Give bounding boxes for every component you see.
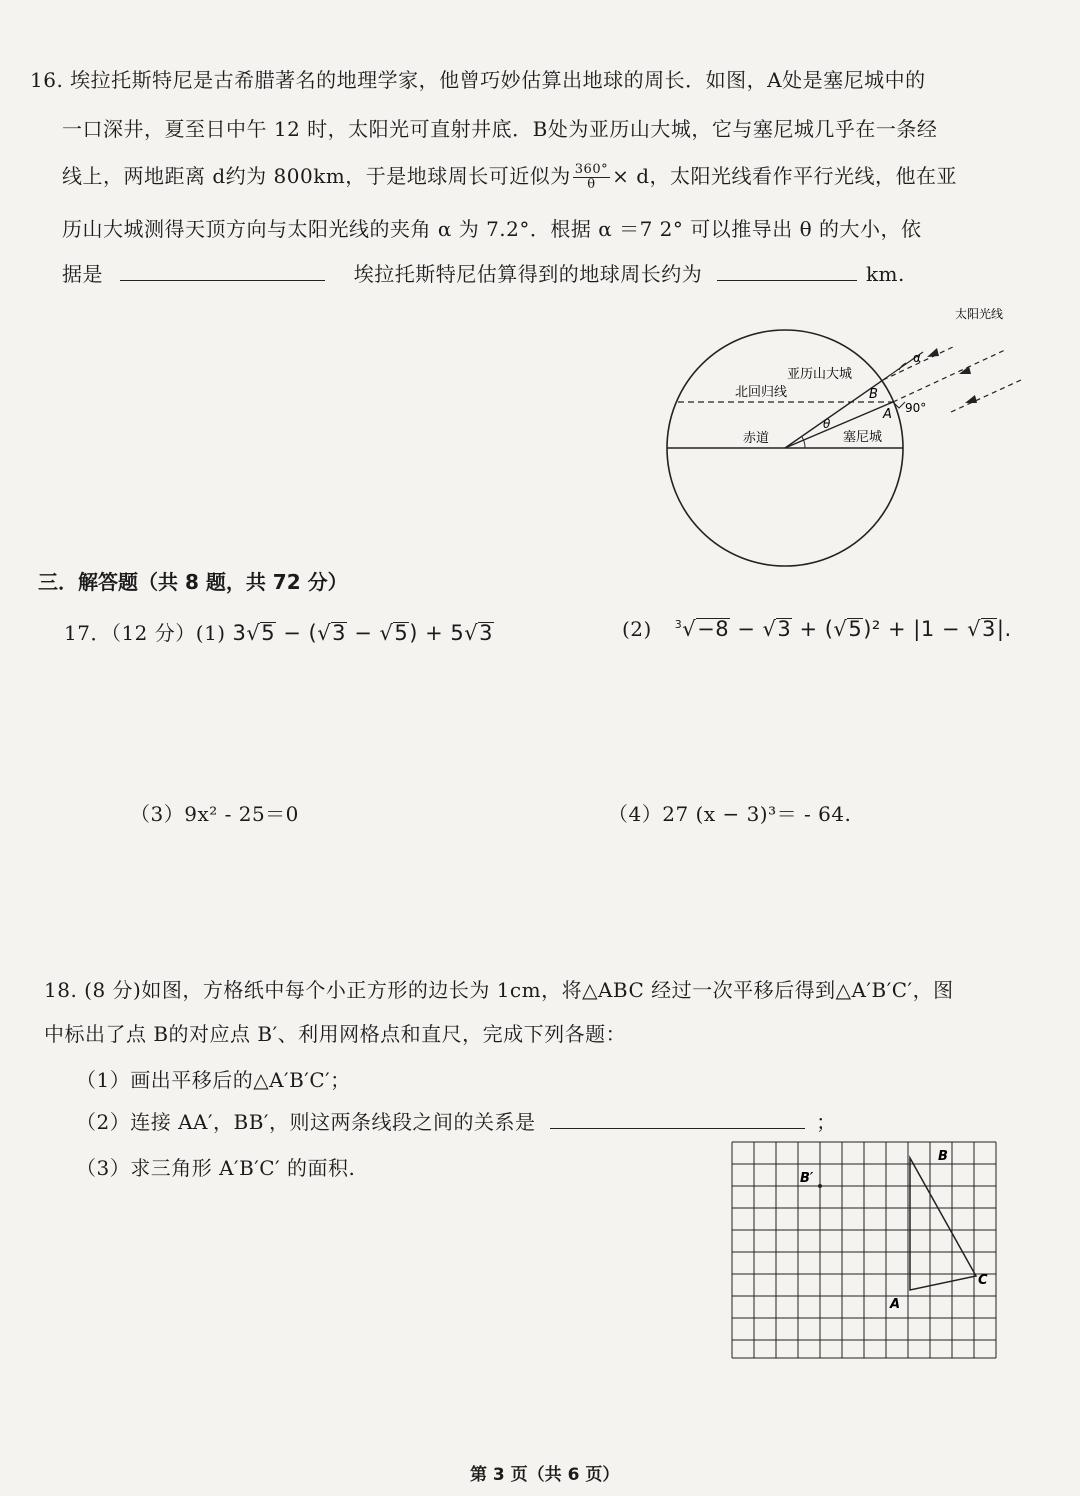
- label-alexandria: 亚历山大城: [787, 367, 853, 382]
- q17-p1-expression: 3√5 − (√3 − √5) + 5√3: [232, 621, 493, 645]
- p1-radicand-3: 5: [394, 621, 409, 645]
- p2-radicand-1: −8: [697, 617, 730, 641]
- q16-line3-text-a: 线上，两地距离 d约为 800km，于是地球周长可近似为: [62, 164, 571, 188]
- q16-line5-text-b: 埃拉托斯特尼估算得到的地球周长约为: [353, 262, 703, 286]
- q16-line-5: [62, 258, 905, 287]
- p2-op-3: )² + |1 −: [863, 617, 968, 641]
- p2-radicand-3: 5: [848, 617, 863, 641]
- earth-figure: [655, 300, 1035, 570]
- q18-line-1: 18. (8 分)如图，方格纸中每个小正方形的边长为 1cm，将△ABC 经过一次平移后得到△A′B′C′，图: [44, 978, 954, 1002]
- label-syene: 塞尼城: [843, 430, 883, 445]
- q17-part1: [64, 617, 494, 646]
- ray-arrow-1: [927, 348, 939, 357]
- p2-op-1: −: [730, 617, 763, 641]
- q16-line1-text: 埃拉托斯特尼是古希腊著名的地理学家，他曾巧妙估算出地球的周长．如图，A处是塞尼城中的: [70, 68, 926, 92]
- label-theta: θ: [823, 417, 831, 431]
- grid-label-a: A: [890, 1297, 901, 1312]
- ray-arrow-3: [965, 395, 977, 403]
- q17-p1-label: (1): [195, 621, 226, 645]
- q16-line-3: [62, 160, 957, 192]
- answer-blank-reason[interactable]: [120, 262, 325, 281]
- fraction-denominator: θ: [587, 177, 596, 192]
- q18-sub-3: （3）求三角形 A′B′C′ 的面积.: [76, 1156, 356, 1180]
- p1-op-1: − (: [276, 621, 318, 645]
- page-footer: 第 3 页（共 6 页）: [470, 1465, 620, 1485]
- q17-number: 17．: [64, 621, 111, 645]
- p2-op-2: + (: [792, 617, 834, 641]
- grid-label-b: B: [938, 1149, 948, 1164]
- label-tropic: 北回归线: [735, 385, 788, 400]
- q16-line-4: 历山大城测得天顶方向与太阳光线的夹角 α 为 7.2°．根据 α ＝7 2° 可以推导出 θ 的大小，依: [62, 217, 922, 241]
- answer-blank-circumference[interactable]: [717, 262, 857, 281]
- grid-label-b-prime: B′: [800, 1171, 814, 1186]
- p2-radicand-2: 3: [777, 617, 792, 641]
- p1-op-3: ) + 5: [409, 621, 465, 645]
- label-point-a: A: [883, 407, 892, 422]
- q17-part4: （4）27 (x − 3)³＝ - 64.: [608, 802, 852, 826]
- q16-line-1: [30, 64, 926, 93]
- q18-line-2: 中标出了点 B的对应点 B′、利用网格点和直尺，完成下列各题：: [44, 1022, 627, 1046]
- grid-label-c: C: [978, 1273, 988, 1288]
- p2-radicand-4: 3: [982, 617, 996, 641]
- q17-part3: （3）9x² - 25＝0: [130, 802, 299, 826]
- q16-line5-unit: km.: [865, 262, 905, 286]
- p1-op-2: −: [347, 621, 380, 645]
- label-90deg: 90°: [905, 401, 927, 415]
- q16-line3-text-b: × d，太阳光线看作平行光线，他在亚: [612, 164, 958, 188]
- grid-figure: [728, 1138, 1000, 1362]
- label-alpha: α: [913, 351, 921, 365]
- q17-p2-label: (2): [622, 617, 652, 641]
- section-title: 三．解答题（共 8 题，共 72 分）: [38, 570, 348, 594]
- p1-radicand-2: 3: [332, 621, 347, 645]
- sun-ray-3: [951, 380, 1021, 412]
- fraction-numerator: 360°: [574, 162, 609, 177]
- p1-radicand-1: 5: [261, 621, 276, 645]
- triangle-abc: [910, 1158, 976, 1290]
- theta-arc: [802, 437, 805, 448]
- p2-root-index: 3: [674, 618, 683, 631]
- label-point-b: B: [869, 387, 878, 402]
- q17-part2: [622, 617, 1012, 641]
- q17-p2-expression: $^3$√−8 − √3 + (√5)² + |1 − √3|.: [674, 617, 1012, 641]
- label-sun-rays: 太阳光线: [955, 307, 1004, 321]
- p1-coef: 3: [232, 621, 247, 645]
- q17-points: （12 分）: [110, 621, 196, 645]
- q16-number: 16.: [30, 68, 64, 92]
- q18-sub2-end: ；: [816, 1110, 837, 1134]
- p2-op-4: |.: [996, 617, 1012, 641]
- point-b-prime: [818, 1184, 822, 1188]
- q18-sub2-text: （2）连接 AA′，BB′，则这两条线段之间的关系是: [76, 1110, 536, 1134]
- q18-sub-2: [76, 1106, 837, 1135]
- q16-line-2: 一口深井，夏至日中午 12 时，太阳光可直射井底．B处为亚历山大城，它与塞尼城几乎在一条经: [62, 117, 938, 141]
- p1-radicand-4: 3: [479, 621, 493, 645]
- grid-lines: [732, 1142, 996, 1358]
- q18-sub-1: （1）画出平移后的△A′B′C′；: [76, 1068, 351, 1092]
- answer-blank-relationship[interactable]: [550, 1110, 805, 1129]
- q16-fraction: [573, 163, 610, 192]
- label-equator: 赤道: [743, 431, 770, 446]
- sun-ray-2: [893, 350, 1005, 402]
- q16-line5-text-a: 据是: [62, 262, 103, 286]
